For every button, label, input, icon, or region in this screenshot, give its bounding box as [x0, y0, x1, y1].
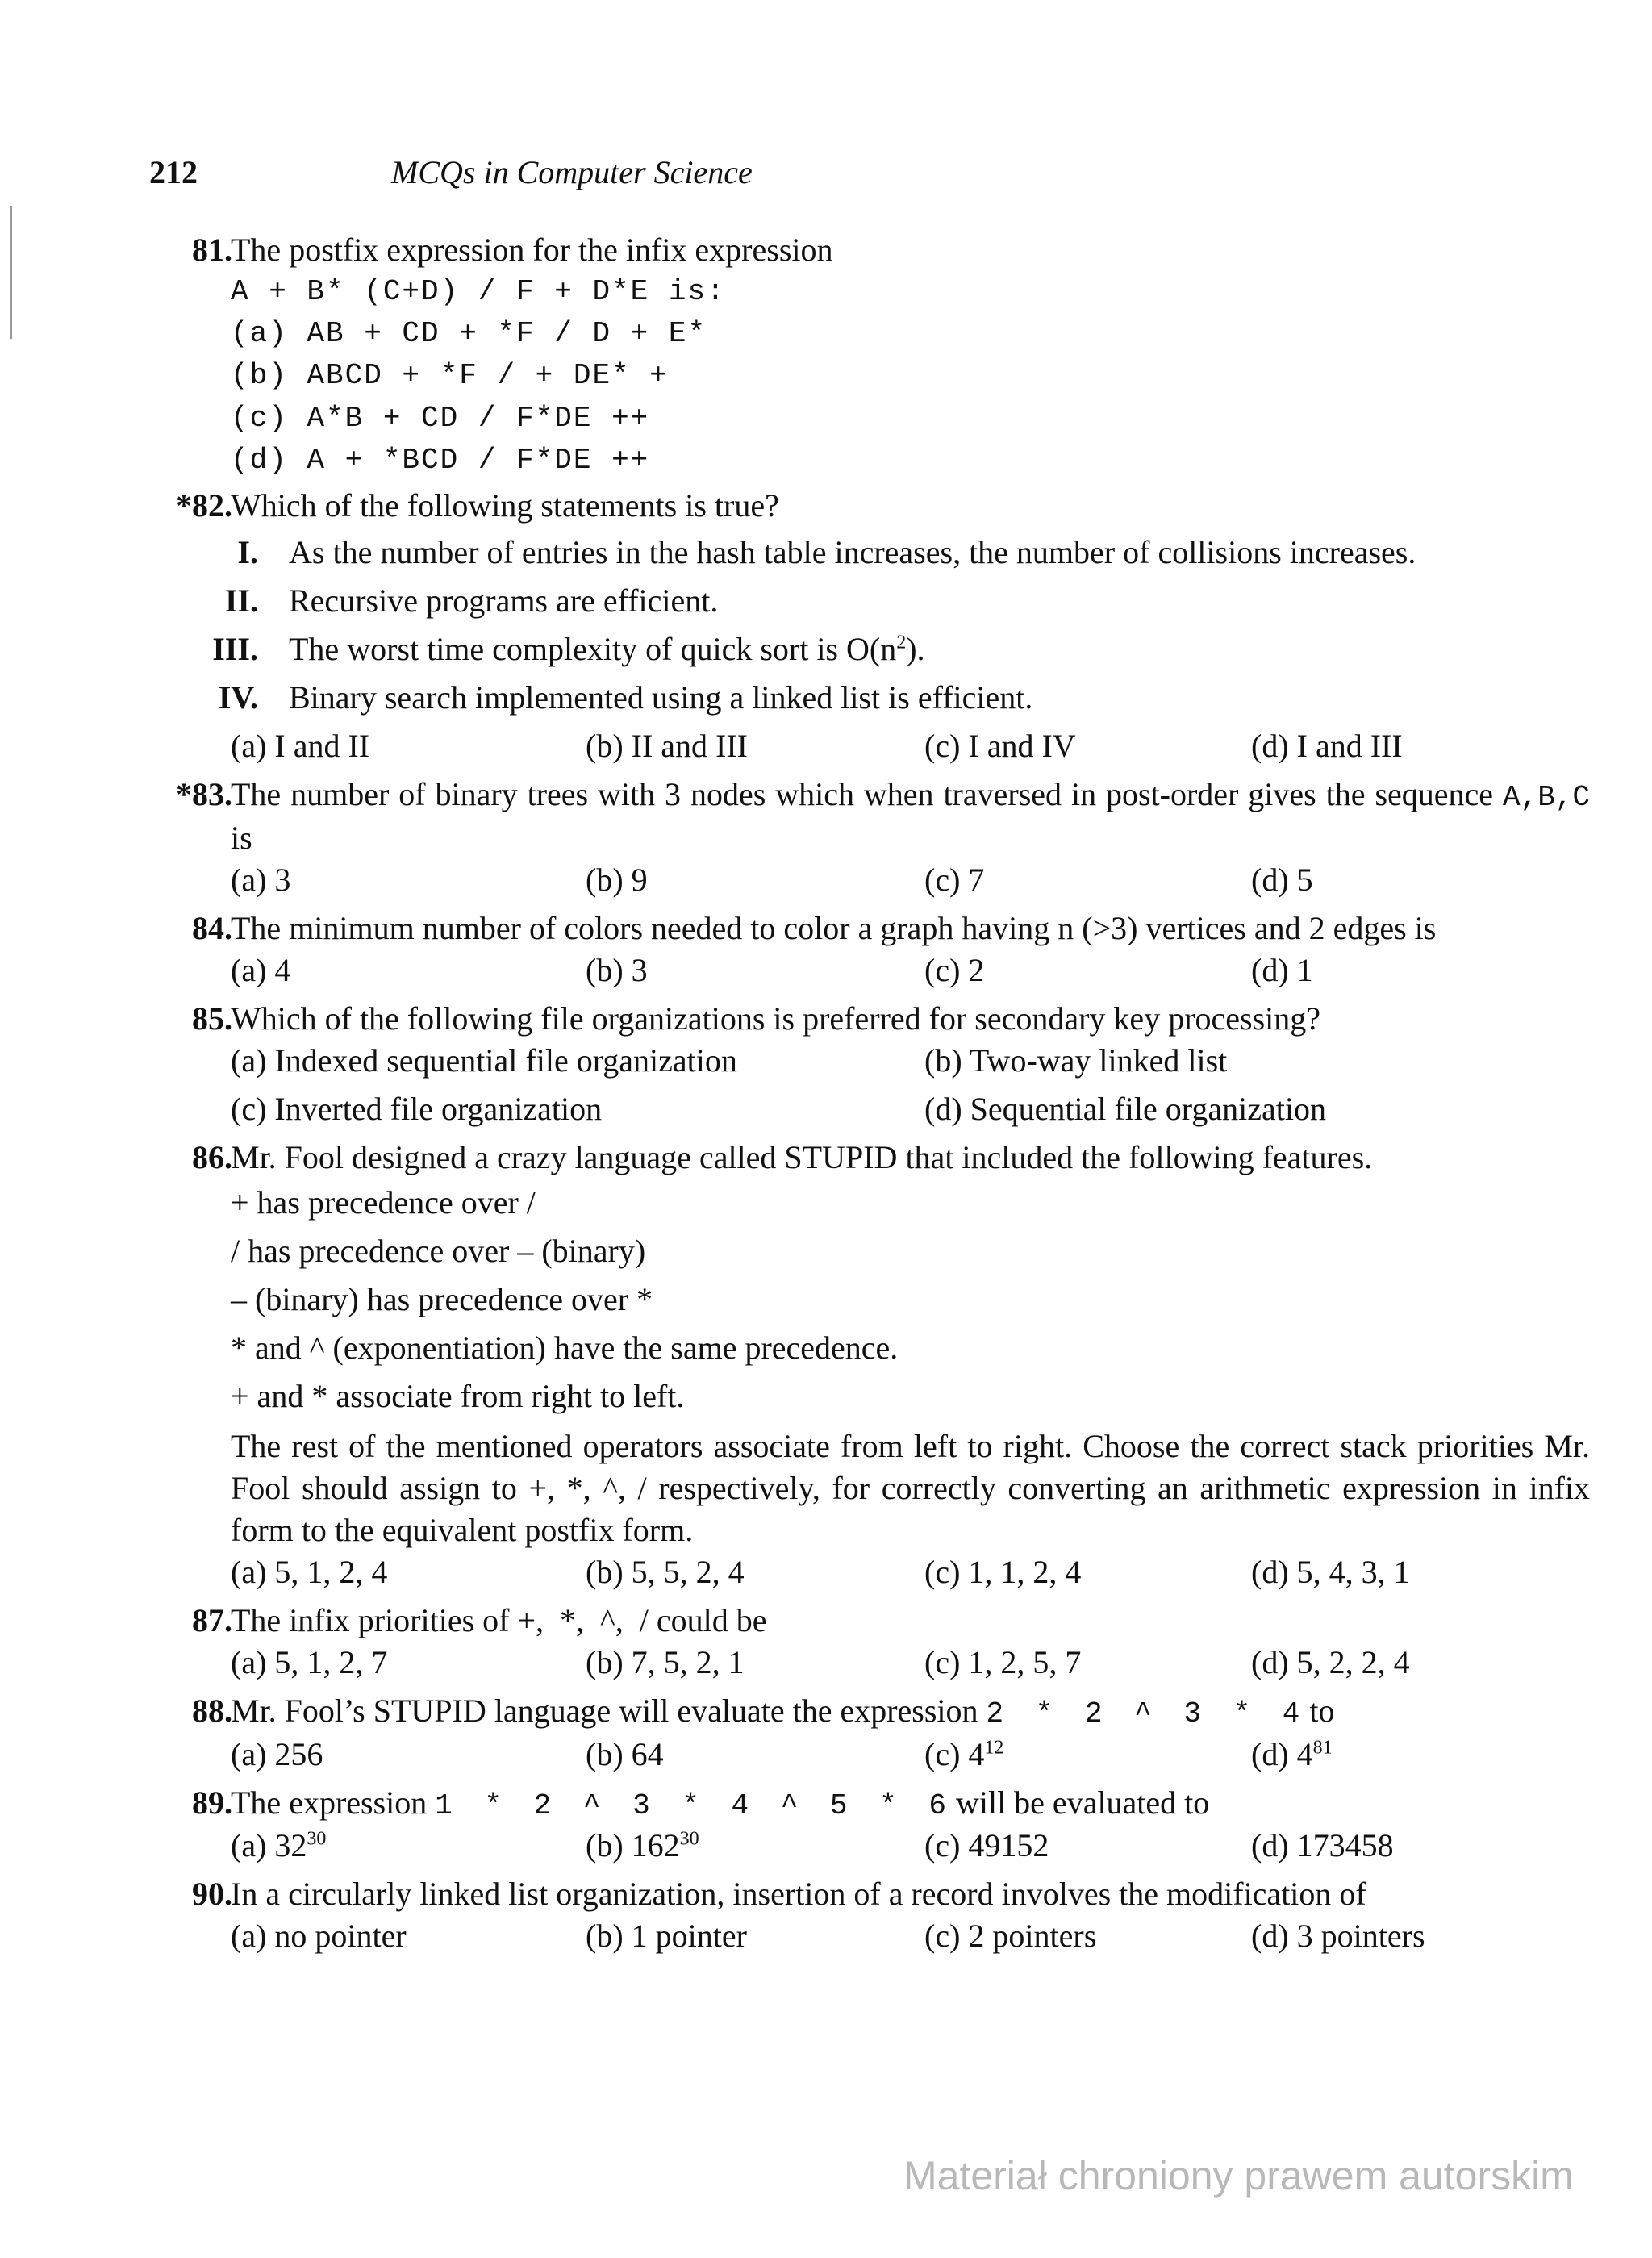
- option-a: (a) AB + CD + *F / D + E*: [231, 317, 707, 351]
- option-value: (c) 4: [924, 1735, 985, 1772]
- option-value: (b) 64: [586, 1735, 664, 1772]
- question-83: [0, 774, 1652, 908]
- question-text-end: is: [231, 819, 252, 856]
- option-c: (c) Inverted file organization: [231, 1090, 603, 1127]
- options-row: [231, 1915, 1652, 1964]
- options-row: [231, 1825, 1652, 1873]
- page-number: 212: [149, 154, 198, 190]
- question-81: [0, 229, 1652, 482]
- question-text-end: to: [1309, 1692, 1335, 1729]
- expression-block: [231, 271, 1652, 482]
- question-text: Mr. Fool designed a crazy language called STUPID that included the following features.: [231, 1138, 1373, 1175]
- option-b: (b) II and III: [586, 727, 748, 764]
- rule-item: + and * associate from right to left.: [231, 1377, 685, 1414]
- statement-1: [0, 532, 1652, 580]
- statement-text: As the number of entries in the hash table increases, the number of collisions increases.: [289, 533, 1416, 570]
- option-c: [924, 1734, 1003, 1776]
- statement-text-end: ).: [906, 630, 925, 667]
- rule-item: – (binary) has precedence over *: [231, 1280, 653, 1317]
- option-b: (b) 7, 5, 2, 1: [586, 1643, 745, 1680]
- option-c: (c) 1, 2, 5, 7: [924, 1643, 1082, 1680]
- option-b: [586, 1825, 699, 1867]
- options-row: [231, 950, 1652, 998]
- code-line: A + B* (C+D) / F + D*E is:: [231, 275, 726, 308]
- expression: 1 * 2 ^ 3 * 4 ^ 5 * 6: [435, 1788, 948, 1822]
- rule-list: [231, 1179, 1652, 1421]
- question-number: 90.: [192, 1876, 232, 1913]
- question-82: [0, 485, 1652, 774]
- question-text-main: The number of binary trees with 3 nodes which when traversed in post-order gives the sequence: [231, 775, 1494, 812]
- option-d: (d) A + *BCD / F*DE ++: [231, 443, 650, 477]
- roman-numeral: II.: [224, 582, 258, 619]
- rule-item: / has precedence over – (binary): [231, 1232, 646, 1269]
- option-a: [231, 1734, 323, 1776]
- question-text: [231, 1690, 1590, 1734]
- question-number: 81.: [192, 232, 232, 268]
- option-a: (a) 5, 1, 2, 7: [231, 1643, 388, 1680]
- question-text: The infix priorities of +, *, ^, / could be: [231, 1601, 767, 1638]
- exponent: 81: [1312, 1737, 1333, 1759]
- option-value: (a) 32: [231, 1827, 307, 1864]
- question-89: [0, 1782, 1652, 1874]
- question-text-end: will be evaluated to: [955, 1784, 1210, 1821]
- question-number: 89.: [192, 1784, 232, 1821]
- option-d: (d) Sequential file organization: [924, 1090, 1326, 1127]
- question-text: [231, 774, 1590, 859]
- question-list: [0, 229, 1652, 1964]
- options-row-1: [231, 1040, 1652, 1088]
- option-d: (d) 3 pointers: [1251, 1918, 1425, 1955]
- option-a: (a) 5, 1, 2, 4: [231, 1553, 388, 1590]
- roman-numeral: III.: [212, 630, 258, 667]
- option-value: (b) 162: [586, 1827, 680, 1864]
- option-d: [1251, 1734, 1333, 1776]
- option-d: (d) I and III: [1251, 727, 1403, 764]
- option-d: (d) 5, 4, 3, 1: [1251, 1553, 1410, 1590]
- question-text: The minimum number of colors needed to color a graph having n (>3) vertices and 2 edges is: [231, 909, 1437, 946]
- statement-4: [0, 677, 1652, 725]
- expression: 2 * 2 ^ 3 * 4: [986, 1697, 1302, 1730]
- option-value: (a) 256: [231, 1735, 323, 1772]
- option-a: (a) Indexed sequential file organization: [231, 1041, 737, 1079]
- question-number: 84.: [192, 909, 232, 946]
- book-title: MCQs in Computer Science: [391, 154, 753, 190]
- rule-item: * and ^ (exponentiation) have the same precedence.: [231, 1329, 899, 1366]
- options-row: [231, 1642, 1652, 1690]
- option-value: (d) 4: [1251, 1735, 1313, 1772]
- option-b: (b) Two-way linked list: [924, 1041, 1228, 1079]
- statement-3: [0, 628, 1652, 677]
- question-text-main: Mr. Fool’s STUPID language will evaluate the expression: [231, 1692, 978, 1729]
- option-b: (b) 1 pointer: [586, 1918, 747, 1955]
- option-value: (c) 49152: [924, 1827, 1049, 1864]
- question-84: [0, 908, 1652, 998]
- sequence: A,B,C: [1502, 780, 1591, 814]
- option-c: (c) I and IV: [924, 727, 1076, 764]
- question-number: *83.: [176, 775, 232, 812]
- option-d: (d) 5, 2, 2, 4: [1251, 1643, 1410, 1680]
- roman-numeral: I.: [237, 533, 258, 570]
- question-87: [0, 1600, 1652, 1690]
- question-86: [0, 1137, 1652, 1600]
- options-row: [231, 1734, 1652, 1782]
- option-c: (c) 1, 1, 2, 4: [924, 1553, 1082, 1590]
- exponent: 2: [896, 632, 907, 653]
- statement-text: Binary search implemented using a linked list is efficient.: [289, 678, 1033, 716]
- options-row: [231, 859, 1652, 908]
- option-b: (b) 5, 5, 2, 4: [586, 1553, 745, 1590]
- option-c: (c) 2 pointers: [924, 1918, 1097, 1955]
- question-88: [0, 1690, 1652, 1782]
- question-text: The postfix expression for the infix expression: [231, 232, 833, 268]
- option-c: (c) A*B + CD / F*DE ++: [231, 401, 650, 435]
- option-b: (b) 9: [586, 861, 648, 898]
- option-b: (b) 3: [586, 951, 648, 988]
- option-a: (a) no pointer: [231, 1918, 407, 1955]
- question-90: [0, 1873, 1652, 1964]
- question-number: 86.: [192, 1138, 232, 1175]
- option-b: [586, 1734, 664, 1776]
- statement-text: Recursive programs are efficient.: [289, 582, 719, 619]
- exponent: 30: [679, 1829, 699, 1850]
- option-value: (d) 173458: [1251, 1827, 1394, 1864]
- copyright-watermark: Materiał chroniony prawem autorskim: [903, 2153, 1574, 2198]
- statement-2: [0, 580, 1652, 628]
- question-text: Which of the following file organizations is preferred for secondary key processing?: [231, 1000, 1321, 1037]
- question-85: [0, 998, 1652, 1137]
- question-number: *82.: [176, 486, 232, 524]
- options-row: [231, 725, 1652, 774]
- option-a: [231, 1825, 326, 1867]
- question-text-main: The expression: [231, 1784, 428, 1821]
- option-b: (b) ABCD + *F / + DE* +: [231, 359, 669, 393]
- question-number: 87.: [192, 1601, 232, 1638]
- option-c: (c) 2: [924, 951, 985, 988]
- rule-item: + has precedence over /: [231, 1183, 536, 1221]
- question-paragraph: The rest of the mentioned operators associate from left to right. Choose the correct stack priorities Mr. Fool should assign to +, *, ^, / respectively, for correctly converting an arithmetic expression in infix form to the equivalent postfix form.: [231, 1427, 1590, 1548]
- exponent: 30: [307, 1829, 327, 1850]
- options-row: [231, 1551, 1652, 1600]
- option-d: (d) 5: [1251, 861, 1313, 898]
- question-text: Which of the following statements is true?: [231, 486, 779, 524]
- roman-numeral: IV.: [218, 678, 258, 716]
- option-d: [1251, 1825, 1394, 1867]
- options-row-2: [231, 1088, 1652, 1137]
- option-c: [924, 1825, 1049, 1867]
- option-c: (c) 7: [924, 861, 985, 898]
- question-number: 88.: [192, 1692, 232, 1729]
- option-d: (d) 1: [1251, 951, 1313, 988]
- question-text: In a circularly linked list organization, insertion of a record involves the modification of: [231, 1876, 1366, 1913]
- statement-text: [289, 628, 925, 670]
- exponent: 12: [984, 1737, 1004, 1759]
- question-number: 85.: [192, 1000, 232, 1037]
- question-text: [231, 1782, 1590, 1826]
- option-a: (a) 3: [231, 861, 291, 898]
- option-a: (a) 4: [231, 951, 291, 988]
- statement-text-main: The worst time complexity of quick sort is O(n: [289, 630, 897, 667]
- option-a: (a) I and II: [231, 727, 370, 764]
